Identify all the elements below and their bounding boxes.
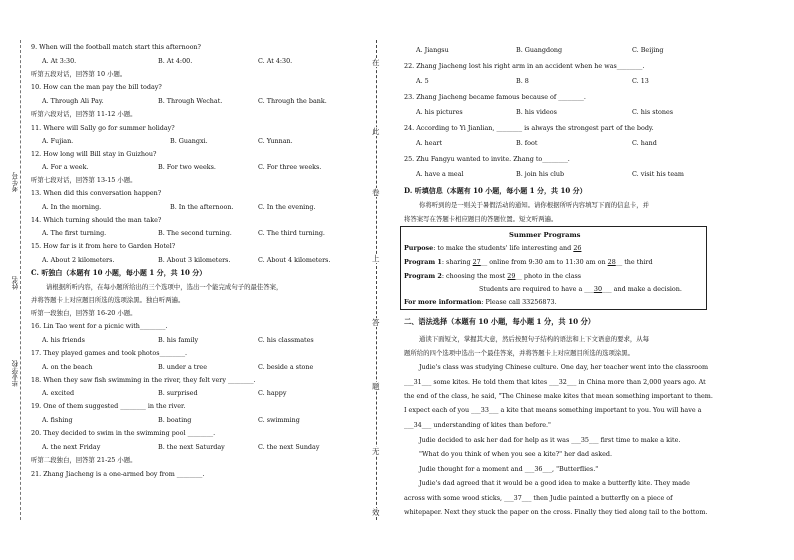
part-c-instruction: 并将答题卡上对应题目所选的选项涂黑。独白听两遍。 <box>31 296 185 304</box>
question-stem: 18. When they saw fish swimming in the river, they felt very ________. <box>31 376 256 384</box>
option-c: C. For three weeks. <box>258 163 322 171</box>
separator-char: 答 <box>372 318 380 327</box>
option-a: A. his pictures <box>416 108 463 116</box>
card-program-2: Program 2: choosing the most 29__ photo in the class <box>404 272 582 280</box>
question-stem: 14. Which turning should the man take? <box>31 216 162 224</box>
passage-line: the end of the class, he said, "The Chinese make kites that mean something important to them. <box>404 392 713 400</box>
option-b: B. boating <box>158 416 192 424</box>
option-a: A. Through Ali Pay. <box>42 97 104 105</box>
separator-char: 无 <box>372 447 380 456</box>
option-c: C. his stones <box>632 108 674 116</box>
program-2-text-3: Students are required to have a <box>479 285 583 293</box>
separator-char: 在 <box>372 58 380 67</box>
question-stem: 12. How long will Bill stay in Guizhou? <box>31 150 157 158</box>
option-c: C. happy <box>258 389 287 397</box>
option-b: B. 8 <box>516 77 529 85</box>
section-instruction: 听第五段对话，回答第 10 小题。 <box>31 70 127 78</box>
section-instruction: 听第六段对话，回答第 11-12 小题。 <box>31 110 137 118</box>
question-stem: 11. Where will Sally go for summer holiday? <box>31 124 175 132</box>
question-stem: 20. They decided to swim in the swimming pool ________. <box>31 429 216 437</box>
program-2-text-2: photo in the class <box>523 272 582 280</box>
card-purpose <box>404 244 581 252</box>
option-c: C. Beijing <box>632 46 664 54</box>
blank-28: 28 <box>607 258 616 266</box>
section-instruction: 听第一段独白，回答第 16-20 小题。 <box>31 309 137 317</box>
option-c: C. At 4:30. <box>258 57 293 65</box>
option-c: C. hand <box>632 139 657 147</box>
separator-char: 卷 <box>372 188 380 197</box>
part-2-title: 二、语法选择（本题有 10 小题，每小题 1 分，共 10 分） <box>404 317 595 326</box>
option-b: B. For two weeks. <box>158 163 216 171</box>
question-stem: 25. Zhu Fangyu wanted to invite. Zhang to________. <box>404 155 570 163</box>
option-b: B. foot <box>516 139 538 147</box>
option-a: A. fishing <box>42 416 73 424</box>
option-b: B. Through Wechat. <box>158 97 223 105</box>
section-instruction: 听第七段对话，回答第 13-15 小题。 <box>31 176 137 184</box>
option-a: A. About 2 kilometers. <box>42 256 115 264</box>
option-c: C. 13 <box>632 77 649 85</box>
question-stem: 13. When did this conversation happen? <box>31 189 162 197</box>
card-title: Summer Programs <box>509 231 581 239</box>
blank-30: 30 <box>593 285 603 293</box>
option-c: C. the next Sunday <box>258 443 320 451</box>
program-1-text-3: the third <box>624 258 653 266</box>
option-b: B. the next Saturday <box>158 443 225 451</box>
option-c: C. Yunnan. <box>258 137 293 145</box>
option-a: A. For a week. <box>42 163 89 171</box>
question-stem: 15. How far is it from here to Garden Hotel? <box>31 242 176 250</box>
option-a: A. the next Friday <box>42 443 101 451</box>
school-label: 毕业学校 <box>12 360 20 387</box>
passage-line: ___34___ understanding of kites than before." <box>404 421 551 429</box>
option-a: A. Fujian. <box>42 137 74 145</box>
option-c: C. beside a stone <box>258 363 314 371</box>
purpose-label: Purpose <box>404 244 434 252</box>
option-c: C. visit his team <box>632 170 684 178</box>
program-2-label: Program 2 <box>404 272 442 280</box>
question-stem: 22. Zhang Jiacheng lost his right arm in an accident when he was________. <box>404 62 645 70</box>
separator-char: 此 <box>372 127 380 136</box>
question-stem: 17. They played games and took photos________. <box>31 349 188 357</box>
card-program-1: Program 1: sharing 27__ online from 9:30 am to 11:30 am on 28__ the third <box>404 258 653 266</box>
option-b: B. In the afternoon. <box>170 203 234 211</box>
option-c: C. About 4 kilometers. <box>258 256 331 264</box>
purpose-text: : to make the students' life interesting and <box>433 244 572 252</box>
option-b: B. Guangxi. <box>170 137 208 145</box>
blank-26: 26 <box>573 244 582 252</box>
student-number-label: 考生号 <box>12 172 20 192</box>
question-stem: 23. Zhang Jiacheng became famous because of ________. <box>404 93 586 101</box>
option-a: A. on the beach <box>42 363 93 371</box>
option-a: A. have a meal <box>416 170 464 178</box>
passage-line: ___31___ some kites. He told them that kites ___32___ in China more than 2,000 years ago. At <box>404 378 706 386</box>
blank-29: 29 <box>507 272 516 280</box>
summer-programs-card <box>400 226 707 310</box>
program-2-text-4: and make a decision. <box>613 285 682 293</box>
option-b: B. join his club <box>516 170 565 178</box>
option-b: B. surprised <box>158 389 198 397</box>
program-1-text-2: online from 9:30 am to 11:30 am on <box>489 258 606 266</box>
option-b: B. At 4:00. <box>158 57 193 65</box>
section-instruction: 听第二段独白，回答第 21-25 小题。 <box>31 456 137 464</box>
option-a: A. his friends <box>42 336 85 344</box>
program-1-text: : sharing <box>441 258 471 266</box>
part-c-title: C. 听独白（本题有 10 小题，每小题 1 分，共 10 分） <box>31 268 207 277</box>
more-info-label: For more information <box>404 298 482 306</box>
option-c: C. swimming <box>258 416 300 424</box>
question-stem: 21. Zhang Jiacheng is a one-armed boy from ________. <box>31 470 205 478</box>
passage-line: "What do you think of when you see a kite?" her dad asked. <box>419 450 612 458</box>
name-label: 姓名 <box>12 276 20 290</box>
option-a: A. At 3:30. <box>42 57 77 65</box>
passage-line: Judie's class was studying Chinese culture. One day, her teacher went into the classroom <box>419 363 709 371</box>
part-c-instruction: 请根据所听内容，在每小题所给出的三个选项中，选出一个能完成句子的最佳答案， <box>46 283 283 291</box>
program-1-label: Program 1 <box>404 258 442 266</box>
passage-line: I expect each of you ___33___ a kite that means something important to you. You will have a <box>404 406 702 414</box>
program-2-text: : choosing the most <box>441 272 506 280</box>
question-stem: 10. How can the man pay the bill today? <box>31 83 162 91</box>
option-b: B. The second turning. <box>158 229 232 237</box>
passage-line: Judie's dad agreed that it would be a good idea to make a butterfly kite. They made <box>419 479 690 487</box>
passage-line: Judie decided to ask her dad for help as it was ___35___ first time to make a kite. <box>419 436 681 444</box>
part-2-instruction: 题所给的四个选项中选出一个最佳答案，并将答题卡上对应题目所选的选项涂黑。 <box>404 349 635 357</box>
separator-char: 上 <box>372 254 380 263</box>
part-d-instruction: 你将听到的是一则关于暑假活动的通知。请你根据所听内容填写下面的信息卡，并 <box>419 201 650 209</box>
option-c: C. In the evening. <box>258 203 316 211</box>
blank-27: 27 <box>472 258 481 266</box>
option-b: B. Guangdong <box>516 46 563 54</box>
part-2-instruction: 通读下面短文，掌握其大意，然后按照句子结构的语法和上下文语意的要求，从每 <box>419 335 650 343</box>
option-a: A. The first turning. <box>42 229 107 237</box>
separator-char: 题 <box>372 382 380 391</box>
option-c: C. Through the bank. <box>258 97 327 105</box>
passage-line: Judie thought for a moment and ___36___, "Butterflies." <box>419 465 599 473</box>
option-a: A. In the morning. <box>42 203 102 211</box>
card-more-info <box>404 298 557 306</box>
passage-line: across with some wood sticks, ___37___ then Judie painted a butterfly on a piece of <box>404 494 673 502</box>
option-c: C. his classmates <box>258 336 314 344</box>
option-b: B. About 3 kilometers. <box>158 256 231 264</box>
left-binding-line <box>20 40 21 520</box>
option-a: A. heart <box>416 139 443 147</box>
part-d-instruction: 将答案写在答题卡相应题目的答题位置。短文听两遍。 <box>404 215 558 223</box>
option-a: A. Jiangsu <box>416 46 449 54</box>
separator-char: 效 <box>372 508 380 517</box>
option-b: B. his videos <box>516 108 557 116</box>
option-b: B. his family <box>158 336 199 344</box>
part-d-title: D. 听填信息（本题有 10 小题，每小题 1 分，共 10 分） <box>404 186 587 195</box>
question-stem: 19. One of them suggested ________ in the river. <box>31 402 186 410</box>
option-c: C. The third turning. <box>258 229 325 237</box>
card-program-2-line-2: Students are required to have a ___30___ and make a decision. <box>479 285 682 293</box>
question-stem: 24. According to Yi Jianlian, ________ is always the strongest part of the body. <box>404 124 654 132</box>
option-a: A. excited <box>42 389 75 397</box>
passage-line: whitepaper. Next they stuck the paper on the cross. Finally they tied along tail to the bottom. <box>404 508 708 516</box>
more-info-text: : Please call 33256873. <box>481 298 557 306</box>
option-b: B. under a tree <box>158 363 207 371</box>
question-stem: 16. Lin Tao went for a picnic with________. <box>31 322 168 330</box>
option-a: A. 5 <box>416 77 429 85</box>
question-stem: 9. When will the football match start this afternoon? <box>31 43 201 51</box>
